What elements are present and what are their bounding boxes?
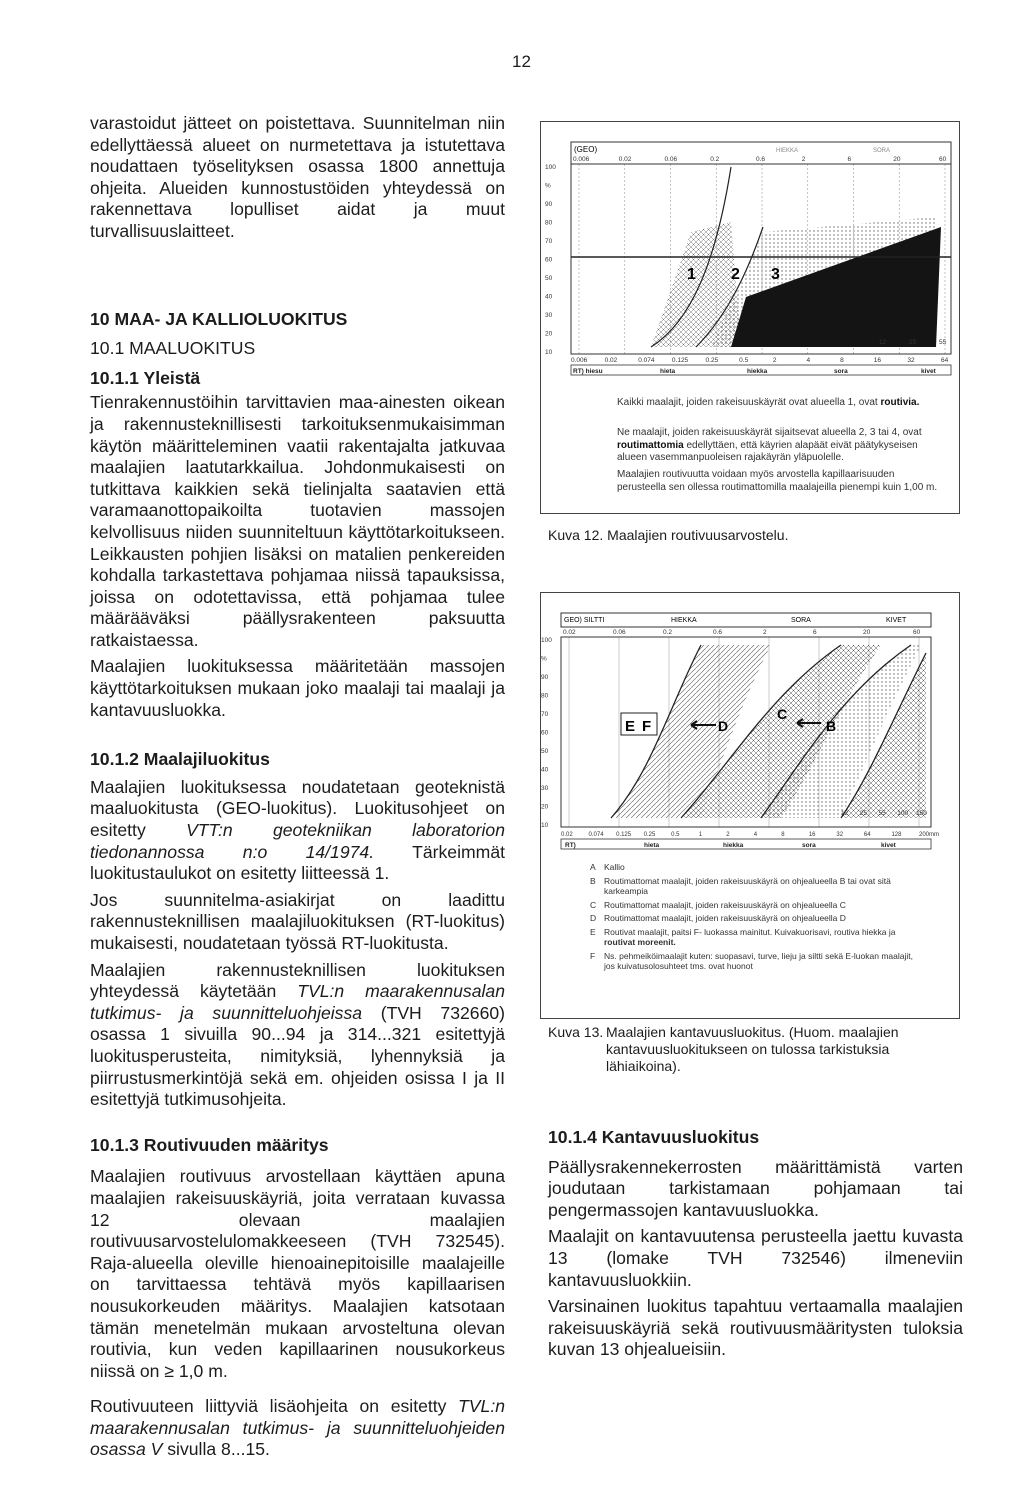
fig12-bottom-tick: 4 (806, 357, 811, 364)
fig13-header-geo: GEO) SILTTI (564, 617, 605, 624)
fig13-y-tick: 80 (541, 692, 549, 700)
fig13-zone-label-b: B (826, 718, 837, 734)
legend-row-f: F Ns. pehmeiköimaalajit kuten: suopasavi, turve, lieju ja siltti sekä E-luokan maalajit, jos kuivatusolosuhteet tms. ovat huonot (590, 950, 913, 971)
fig13-y-tick: 30 (541, 785, 549, 792)
section-heading: 10 MAA- JA KALLIOLUOKITUS (90, 308, 348, 329)
fig13-top-tick: 6 (813, 629, 817, 636)
fig13-bottom-tick: 200mm (919, 832, 940, 838)
fig12-bottom-tick: 0.006 (571, 357, 588, 364)
fig12-inner-tick: 55 (939, 339, 947, 346)
page-number: 12 (512, 52, 531, 71)
frost-grading-chart (541, 122, 959, 382)
fig12-y-tick: 60 (545, 256, 553, 264)
fig12-bottom-tick: 0.125 (671, 357, 689, 364)
fig13-inner-tick: 12 (841, 810, 849, 817)
fig13-bottom-tick: 4 (753, 832, 758, 838)
fig13-top-tick: 0.6 (713, 629, 723, 636)
fig12-region-label-2: 2 (731, 266, 740, 283)
fig13-y-tick: 50 (541, 748, 549, 755)
fig13-bottom-tick: 16 (808, 832, 816, 838)
fig12-top-tick: 20 (893, 156, 901, 163)
fig13-y-tick: % (541, 655, 547, 663)
fig13-bottom-tick: 0.5 (671, 832, 680, 838)
fig13-zone-label-f: F (642, 718, 652, 735)
fig13-bottom-tick: 8 (781, 832, 785, 838)
fig13-inner-tick: 150 (916, 810, 927, 817)
legend-row-d: D Routimattomat maalajit, joiden rakeisuuskäyrä on ohjealueella D (590, 913, 846, 923)
fig13-bottom-tick: 0.02 (561, 832, 573, 838)
routivuus-paragraph-1: Maalajien routivuus arvostellaan käyttäen apuna maalajien rakeisuuskäyriä, joita verrataan kuvassa 12 olevaan maalajien routivuusarvostelulomakkeeseen (TVH 732545). Raja-alueella oleville hienoainepitoisille maalajeille on tarvittaessa tehtävä myös kapillaarisen nousukorkeuden määritys. Maalajien katsotaan tämän menetelmän mukaan arvosteltuna olevan routivia, kun veden kapillaarinen nousukorkeus niissä on ≥ 1,0 m. (90, 1166, 505, 1381)
fig13-bottom-label: kivet (881, 842, 896, 849)
fig13-bottom-label: hiekka (723, 842, 744, 849)
fig12-bottom-label: hieta (660, 368, 676, 375)
fig12-header-hiekka: HIEKKA (776, 148, 799, 154)
fig12-header-sora: SORA (873, 148, 891, 154)
fig12-y-tick: 10 (545, 349, 553, 356)
fig12-y-tick: 70 (545, 238, 553, 245)
fig13-zone-label-d: D (718, 718, 729, 734)
fig12-top-tick: 6 (847, 156, 852, 163)
fig12-bottom-tick: 8 (840, 357, 844, 364)
fig12-y-tick: 20 (545, 330, 553, 338)
fig13-inner-tick: 25 (859, 810, 867, 817)
fig12-y-tick: 80 (545, 219, 553, 227)
fig13-bottom-label: RT) (565, 842, 576, 849)
left-column (90, 113, 505, 1466)
fig13-top-tick: 2 (763, 629, 767, 636)
fig13-bottom-tick: 0.074 (588, 832, 604, 838)
fig13-bottom-label: sora (802, 842, 816, 849)
bearing-grading-chart (541, 593, 959, 853)
fig13-header-hiekka: HIEKKA (671, 617, 697, 624)
fig13-legend (590, 862, 920, 975)
fig13-top-tick: 60 (913, 629, 921, 636)
routivuus-paragraph-2: Routivuuteen liittyviä lisäohjeita on esitetty TVL:n maarakennusalan tutkimus- ja suunnitteluohjeiden osassa V sivulla 8...15. (90, 1396, 505, 1460)
fig12-bottom-label: sora (834, 368, 848, 375)
fig12-bottom-label: kivet (921, 368, 936, 375)
fig13-bottom-tick: 128 (891, 832, 902, 838)
heading-maalajiluokitus: 10.1.2 Maalajiluokitus (90, 749, 270, 770)
maalaji-paragraph-1: Maalajien luokituksessa noudatetaan geoteknistä maaluokitusta (GEO-luokitus). Luokitusohjeet on esitetty VTT:n geotekniikan laboratorion tiedonannossa n:o 14/1974. Tärkeimmät luokitustaulukot on esitetty liitteessä 1. (90, 776, 505, 884)
fig13-top-tick: 20 (863, 629, 871, 636)
fig12-inner-tick: 25 (909, 339, 917, 346)
fig12-bottom-tick: 0.02 (604, 357, 618, 364)
fig13-zone-label-e: E (625, 718, 636, 735)
fig12-header-geo: (GEO) (574, 145, 598, 154)
maalaji-paragraph-3: Maalajien rakennusteknillisen luokituksen yhteydessä käytetään TVL:n maarakennusalan tutkimus- ja suunnitteluohjeissa (TVH 732660) osassa 1 sivuilla 90...94 ja 314...321 esitettyjä luokitusperusteita, nimityksiä, lyhennyksiä ja piirrustusmerkintöjä sekä em. ohjeiden osissa I ja II esitettyjä tutkimusohjeita. (90, 959, 505, 1110)
fig13-zone-label-c: C (777, 706, 788, 722)
fig13-header-kivet: KIVET (886, 617, 907, 624)
kantavuus-paragraph-3: Varsinainen luokitus tapahtuu vertaamalla maalajien rakeisuuskäyriä sekä routivuusmääritysten tuloksia kuvan 13 ohjealueisiin. (548, 1296, 963, 1360)
fig12-top-tick: 0.006 (573, 156, 590, 163)
fig12-y-tick: 30 (545, 312, 553, 319)
fig12-bottom-tick: 0.5 (739, 357, 749, 364)
fig12-y-tick: 40 (545, 293, 553, 301)
figure-13-caption: Kuva 13. Maalajien kantavuusluokitus. (Huom. maalajien kantavuusluokitukseen on tulossa tarkistuksia lähiaikoina). (548, 1024, 899, 1074)
fig13-header-sora: SORA (791, 617, 811, 624)
fig13-y-tick: 10 (541, 822, 549, 829)
kantavuus-paragraph-2: Maalajit on kantavuutensa perusteella jaettu kuvasta 13 (lomake TVH 732546) ilmeneviin kantavuusluokkiin. (548, 1226, 963, 1290)
fig12-y-tick: % (545, 182, 551, 190)
fig12-bottom-label: hiekka (747, 368, 768, 375)
intro-paragraph: varastoidut jätteet on poistettava. Suunnitelman niin edellyttäessä alueet on nurmetettava ja istutettava noudattaen työselityksen osassa 1800 annettuja ohjeita. Alueiden kunnostustöiden yhteydessä on rakennettava lopulliset aidat ja muut turvallisuuslaitteet. (90, 113, 505, 241)
heading-kantavuus: 10.1.4 Kantavuusluokitus (548, 1127, 760, 1147)
fig13-y-tick: 90 (541, 674, 549, 681)
fig12-region-label-1: 1 (687, 266, 696, 283)
fig13-top-tick: 0.06 (613, 629, 626, 636)
fig12-region-label-3: 3 (771, 266, 780, 283)
fig12-bottom-label: RT) hiesu (573, 368, 603, 375)
heading-routivuus: 10.1.3 Routivuuden määritys (90, 1134, 329, 1155)
fig12-bottom-tick: 64 (941, 357, 949, 364)
fig12-top-tick: 0.06 (664, 156, 678, 163)
fig13-bottom-tick: 2 (726, 832, 730, 838)
subsection-heading: 10.1 MAALUOKITUS (90, 338, 256, 359)
yleista-paragraph-2: Maalajien luokituksessa määritetään massojen käyttötarkoituksen mukaan joko maalaji tai maalaji ja kantavuusluokka. (90, 656, 505, 720)
fig12-note-2: Ne maalajit, joiden rakeisuuskäyrät sijaitsevat alueella 2, 3 tai 4, ovat routimattomia edellyttäen, että käyrien alapäät eivät päätykyseisen alueen vasemmanpuoleisen rajakäyrän yläpuolelle. (617, 427, 922, 463)
legend-row-b: B Routimattomat maalajit, joiden rakeisuuskäyrä on ohjealueella B tai ovat sitä karkeampia (590, 875, 891, 896)
fig12-region-1 (651, 222, 741, 347)
fig13-bottom-tick: 0.25 (643, 832, 656, 838)
fig12-y-tick: 100 (545, 164, 556, 171)
figure-12-caption: Kuva 12. Maalajien routivuusarvostelu. (548, 527, 789, 543)
fig12-top-tick: 60 (939, 156, 947, 163)
fig12-note-1: Kaikki maalajit, joiden rakeisuuskäyrät ovat alueella 1, ovat routivia. (617, 397, 920, 408)
legend-row-a: A Kallio (590, 862, 625, 872)
yleista-paragraph-1: Tienrakennustöihin tarvittavien maa-ainesten oikean ja rakennusteknillisesti tarkoituksenmukaisimman käytön määritteleminen vaatii rakentajalta jatkuvaa maalajien laatutarkkailua. Johdonmukaisesti on tutkittava kaikkien sekä tielinjalta saatavien että varamaanottopaikoilta tuotavien massojen kelvollisuus niiden suunniteltuun käyttötarkoitukseen. Leikkausten pohjien lisäksi on matalien penkereiden kohdalla tarkastettava pohjamaa niissä tapauksissa, joissa on odotettavissa, että pohjamaa tulee määrääväksi päällysrakenteen paksuutta ratkaistaessa. (90, 392, 505, 650)
fig13-y-tick: 60 (541, 729, 549, 737)
fig13-y-tick: 70 (541, 711, 549, 718)
fig13-top-tick: 0.2 (663, 629, 673, 636)
fig12-bottom-tick: 32 (907, 357, 915, 364)
fig12-inner-tick: 12 (879, 339, 887, 346)
fig12-y-tick: 90 (545, 201, 553, 208)
fig13-y-tick: 100 (541, 637, 552, 644)
fig12-bottom-tick: 0.074 (638, 357, 655, 364)
fig13-bottom-label: hieta (644, 842, 660, 849)
fig12-top-tick: 0.2 (710, 156, 720, 163)
fig13-bottom-tick: 1 (698, 832, 703, 838)
fig13-bottom-tick: 64 (863, 832, 871, 838)
fig12-top-tick: 0.6 (756, 156, 766, 163)
fig13-y-tick: 40 (541, 766, 549, 774)
legend-row-c: C Routimattomat maalajit, joiden rakeisuuskäyrä on ohjealueella C (590, 899, 846, 910)
fig12-bottom-tick: 2 (772, 357, 777, 364)
legend-row-e: E Routivat maalajit, paitsi F- luokassa mainitut. Kuivakuorisavi, routiva hiekka ja routivat moreenit. (590, 926, 896, 947)
fig13-bottom-tick: 0.125 (616, 832, 632, 838)
right-column (548, 1127, 963, 1366)
maalaji-paragraph-2: Jos suunnitelma-asiakirjat on laadittu rakennusteknillisen maalajiluokituksen (RT-luokitus) mukaisesti, noudatetaan työssä RT-luokitusta. (90, 889, 505, 953)
figure-12-frost-chart (540, 121, 960, 514)
fig13-inner-tick: 55 (878, 810, 886, 817)
fig13-bottom-tick: 32 (836, 832, 844, 838)
kantavuus-paragraph-1: Päällysrakennekerrosten määrittämistä varten joudutaan tarkistamaan pohjamaan tai pengermassojen kantavuusluokka. (548, 1156, 963, 1220)
fig12-top-tick: 0.02 (618, 156, 632, 163)
fig13-top-tick: 0.02 (563, 629, 576, 636)
fig12-y-tick: 50 (545, 275, 553, 282)
fig12-note-3: Maalajien routivuutta voidaan myös arvostella kapillaarisuuden perusteella sen ollessa routimattomilla maalajeilla pienempi kuin 1,00 m. (617, 469, 938, 493)
fig12-bottom-tick: 0.25 (705, 357, 719, 364)
heading-yleista: 10.1.1 Yleistä (90, 367, 201, 388)
fig12-bottom-tick: 16 (873, 357, 881, 364)
fig13-inner-tick: 100 (897, 810, 909, 817)
fig12-top-tick: 2 (801, 156, 806, 163)
fig13-y-tick: 20 (541, 803, 549, 811)
